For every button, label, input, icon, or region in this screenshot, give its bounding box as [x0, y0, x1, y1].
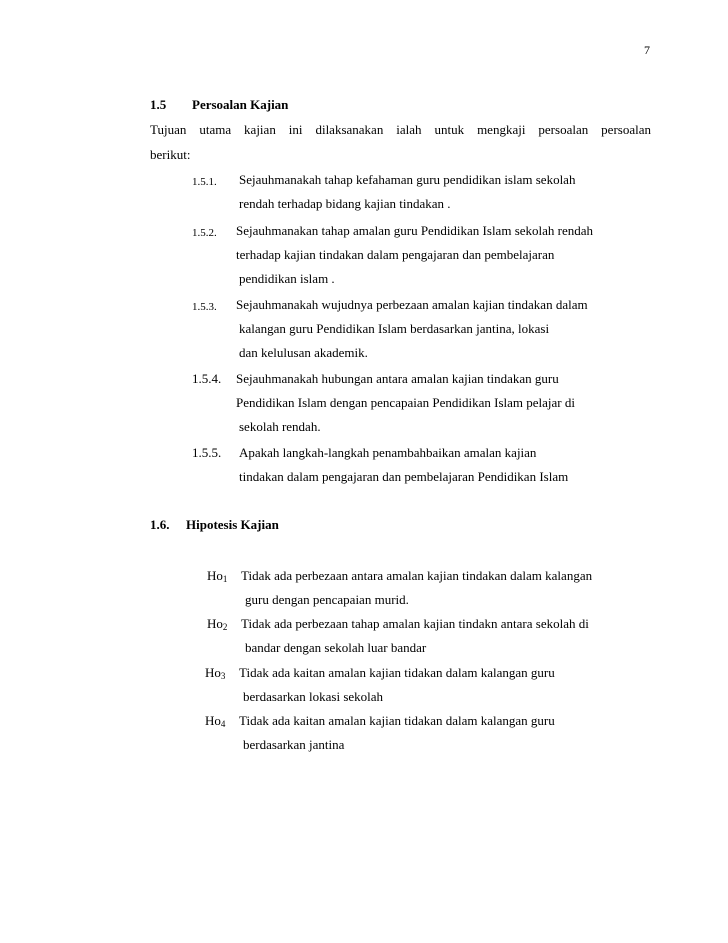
item-line: pendidikan islam . [239, 271, 335, 286]
hypothesis-label: $Ho_3$ [205, 665, 226, 681]
item-line: tindakan dalam pengajaran dan pembelajaran Pendidikan Islam [239, 469, 569, 484]
section-15-intro-line2: berikut: [150, 147, 191, 162]
item-line: Apakah langkah-langkah penambahbaikan amalan kajian [239, 445, 537, 460]
hypothesis-line: bandar dengan sekolah luar bandar [245, 640, 427, 655]
item-number: 1.5.4. [192, 371, 222, 386]
item-line: rendah terhadap bidang kajian tindakan . [239, 196, 451, 211]
hypothesis-line: Tidak ada perbezaan antara amalan kajian tindakan dalam kalangan [241, 568, 593, 583]
item-line: Sejauhmanakah wujudnya perbezaan amalan kajian tindakan dalam [236, 297, 588, 312]
item-number: 1.5.1. [192, 176, 217, 188]
item-number: 1.5.3. [192, 301, 217, 313]
hypothesis-label: $Ho_2$ [207, 616, 228, 632]
item-line: Sejauhmanakah tahap kefahaman guru pendidikan islam sekolah [239, 172, 576, 187]
section-16-title: Hipotesis Kajian [186, 517, 279, 532]
item-line: sekolah rendah. [239, 419, 321, 434]
hypothesis-label: $Ho_4$ [205, 713, 226, 729]
item-line: Sejauhmanakah hubungan antara amalan kajian tindakan guru [236, 371, 559, 386]
hypothesis-label: $Ho_1$ [207, 568, 228, 584]
item-line: terhadap kajian tindakan dalam pengajaran dan pembelajaran [236, 247, 555, 262]
item-number: 1.5.2. [192, 227, 217, 239]
hypothesis-line: Tidak ada perbezaan tahap amalan kajian tindakn antara sekolah di [241, 616, 589, 631]
page-number: 7 [644, 43, 650, 57]
section-15-title: Persoalan Kajian [192, 97, 289, 112]
hypothesis-line: Tidak ada kaitan amalan kajian tidakan dalam kalangan guru [239, 713, 555, 728]
hypothesis-line: berdasarkan lokasi sekolah [243, 689, 384, 704]
item-number: 1.5.5. [192, 445, 222, 460]
hypothesis-line: berdasarkan jantina [243, 737, 345, 752]
section-15-number: 1.5 [150, 97, 167, 112]
section-16-number: 1.6. [150, 517, 170, 532]
item-line: dan kelulusan akademik. [239, 345, 368, 360]
hypothesis-line: guru dengan pencapaian murid. [245, 592, 409, 607]
item-line: kalangan guru Pendidikan Islam berdasarkan jantina, lokasi [239, 321, 550, 336]
hypothesis-line: Tidak ada kaitan amalan kajian tidakan dalam kalangan guru [239, 665, 555, 680]
item-line: Sejauhmanakan tahap amalan guru Pendidikan Islam sekolah rendah [236, 223, 594, 238]
section-15-intro-line1: Tujuan utama kajian ini dilaksanakan ialah untuk mengkaji persoalan persoalan [150, 122, 651, 137]
item-line: Pendidikan Islam dengan pencapaian Pendidikan Islam pelajar di [236, 395, 575, 410]
